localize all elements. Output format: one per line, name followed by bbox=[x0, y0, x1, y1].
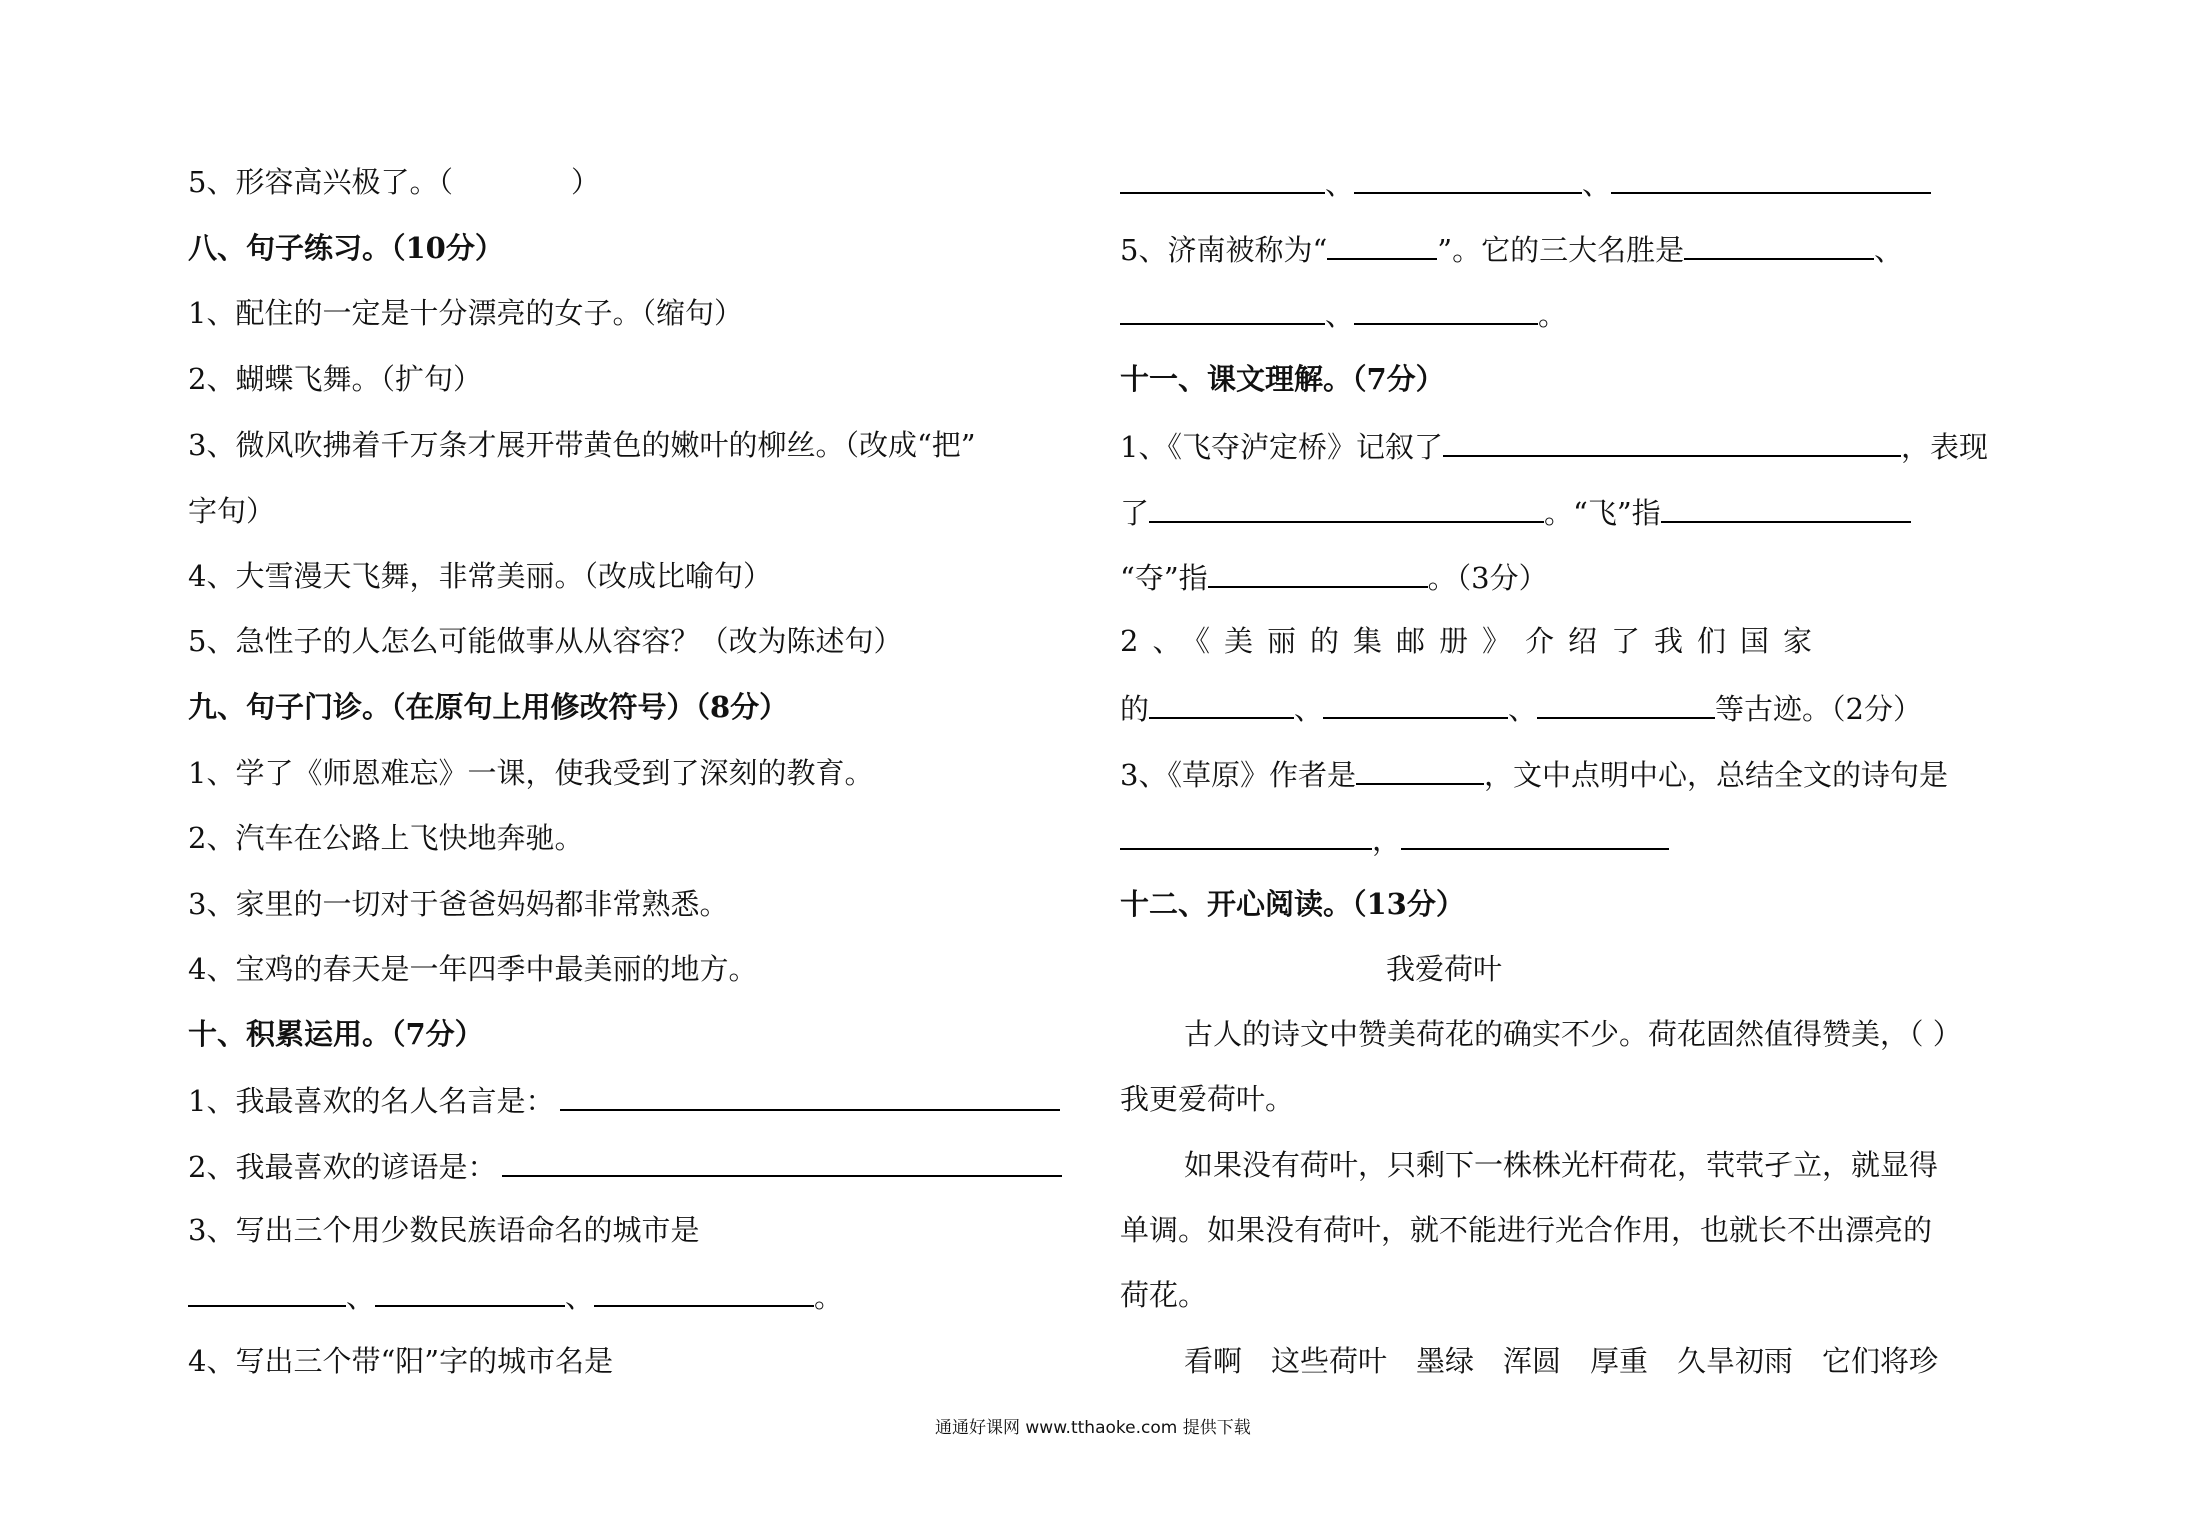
blank-line[interactable] bbox=[1611, 162, 1931, 194]
s10-q1: 1、我最喜欢的名人名言是： bbox=[188, 1079, 1060, 1119]
blank-line[interactable] bbox=[1327, 228, 1437, 260]
s11-q1-line2: 了 。“飞”指 bbox=[1120, 491, 1911, 531]
blank-line[interactable] bbox=[1356, 753, 1484, 785]
blank-line[interactable] bbox=[1354, 293, 1538, 325]
passage-p3: 看啊 这些荷叶 墨绿 浑圆 厚重 久旱初雨 它们将珍 bbox=[1184, 1344, 1939, 1378]
passage-title: 我爱荷叶 bbox=[1386, 952, 1503, 986]
l-q5: 5、形容高兴极了。（ ） bbox=[188, 165, 600, 199]
blank-line[interactable] bbox=[1120, 293, 1325, 325]
s8-q3b: 字句） bbox=[188, 494, 276, 528]
section-12-title: 十二、开心阅读。（13分） bbox=[1120, 887, 1465, 921]
s11-q2-line2: 的 、 、 等古迹。（2分） bbox=[1120, 687, 1922, 727]
section-11-title: 十一、课文理解。（7分） bbox=[1120, 362, 1445, 396]
passage-p1a: 古人的诗文中赞美荷花的确实不少。荷花固然值得赞美，（ ） bbox=[1184, 1017, 1962, 1051]
section-9-title: 九、句子门诊。（在原句上用修改符号）（8分） bbox=[188, 690, 789, 724]
blank-line[interactable] bbox=[594, 1275, 814, 1307]
passage-p1b: 我更爱荷叶。 bbox=[1120, 1082, 1295, 1116]
r-top-blanks: 、 、 bbox=[1120, 162, 1931, 202]
s10-q3-blanks: 、 、 。 bbox=[188, 1275, 843, 1315]
blank-line[interactable] bbox=[1661, 491, 1911, 523]
passage-p2a: 如果没有荷叶，只剩下一株株光杆荷花，茕茕孑立，就显得 bbox=[1184, 1148, 1939, 1182]
s11-q2-line1: 2、《美丽的集邮册》介绍了我们国家 bbox=[1120, 624, 1826, 658]
blank-line[interactable] bbox=[1684, 228, 1874, 260]
blank-line[interactable] bbox=[1354, 162, 1582, 194]
s10-q3: 3、写出三个用少数民族语命名的城市是 bbox=[188, 1213, 700, 1247]
s11-q1-line1: 1、《飞夺泸定桥》记叙了 ，表现 bbox=[1120, 425, 1988, 465]
blank-line[interactable] bbox=[188, 1275, 346, 1307]
blank-line[interactable] bbox=[375, 1275, 565, 1307]
blank-line[interactable] bbox=[1120, 162, 1325, 194]
blank-line[interactable] bbox=[1149, 687, 1294, 719]
blank-line[interactable] bbox=[1323, 687, 1508, 719]
s10-q2: 2、我最喜欢的谚语是： bbox=[188, 1145, 1062, 1185]
s9-q2: 2、汽车在公路上飞快地奔驰。 bbox=[188, 821, 584, 855]
s8-q1: 1、配住的一定是十分漂亮的女子。（缩句） bbox=[188, 296, 743, 330]
r-q5-blanks: 、 。 bbox=[1120, 293, 1567, 333]
passage-p2c: 荷花。 bbox=[1120, 1278, 1208, 1312]
footer-credit: 通通好课网 www.tthaoke.com 提供下载 bbox=[935, 1418, 1251, 1438]
blank-line[interactable] bbox=[1537, 687, 1715, 719]
passage-p2b: 单调。如果没有荷叶，就不能进行光合作用，也就长不出漂亮的 bbox=[1120, 1213, 1933, 1247]
section-10-title: 十、积累运用。（7分） bbox=[188, 1017, 484, 1051]
s9-q3: 3、家里的一切对于爸爸妈妈都非常熟悉。 bbox=[188, 887, 729, 921]
s10-q4: 4、写出三个带“阳”字的城市名是 bbox=[188, 1344, 614, 1378]
s8-q5: 5、急性子的人怎么可能做事从从容容？（改为陈述句） bbox=[188, 624, 903, 658]
s9-q4: 4、宝鸡的春天是一年四季中最美丽的地方。 bbox=[188, 952, 758, 986]
blank-line[interactable] bbox=[560, 1079, 1060, 1111]
r-q5: 5、济南被称为“ ”。它的三大名胜是 、 bbox=[1120, 228, 1903, 268]
section-8-title: 八、句子练习。（10分） bbox=[188, 231, 504, 265]
s9-q1: 1、学了《师恩难忘》一课，使我受到了深刻的教育。 bbox=[188, 756, 874, 790]
blank-line[interactable] bbox=[1149, 491, 1544, 523]
blank-line[interactable] bbox=[1208, 556, 1428, 588]
blank-line[interactable] bbox=[1443, 425, 1901, 457]
s8-q4: 4、大雪漫天飞舞，非常美丽。（改成比喻句） bbox=[188, 559, 772, 593]
blank-line[interactable] bbox=[1120, 818, 1372, 850]
s8-q2: 2、蝴蝶飞舞。（扩句） bbox=[188, 362, 482, 396]
blank-line[interactable] bbox=[502, 1145, 1062, 1177]
s8-q3a: 3、微风吹拂着千万条才展开带黄色的嫩叶的柳丝。（改成“把” bbox=[188, 428, 976, 462]
blank-line[interactable] bbox=[1401, 818, 1669, 850]
s11-q3-line2: ， bbox=[1120, 818, 1669, 858]
s11-q1-line3: “夺”指 。（3分） bbox=[1120, 556, 1548, 596]
s11-q3-line1: 3、《草原》作者是 ，文中点明中心，总结全文的诗句是 bbox=[1120, 753, 1948, 793]
